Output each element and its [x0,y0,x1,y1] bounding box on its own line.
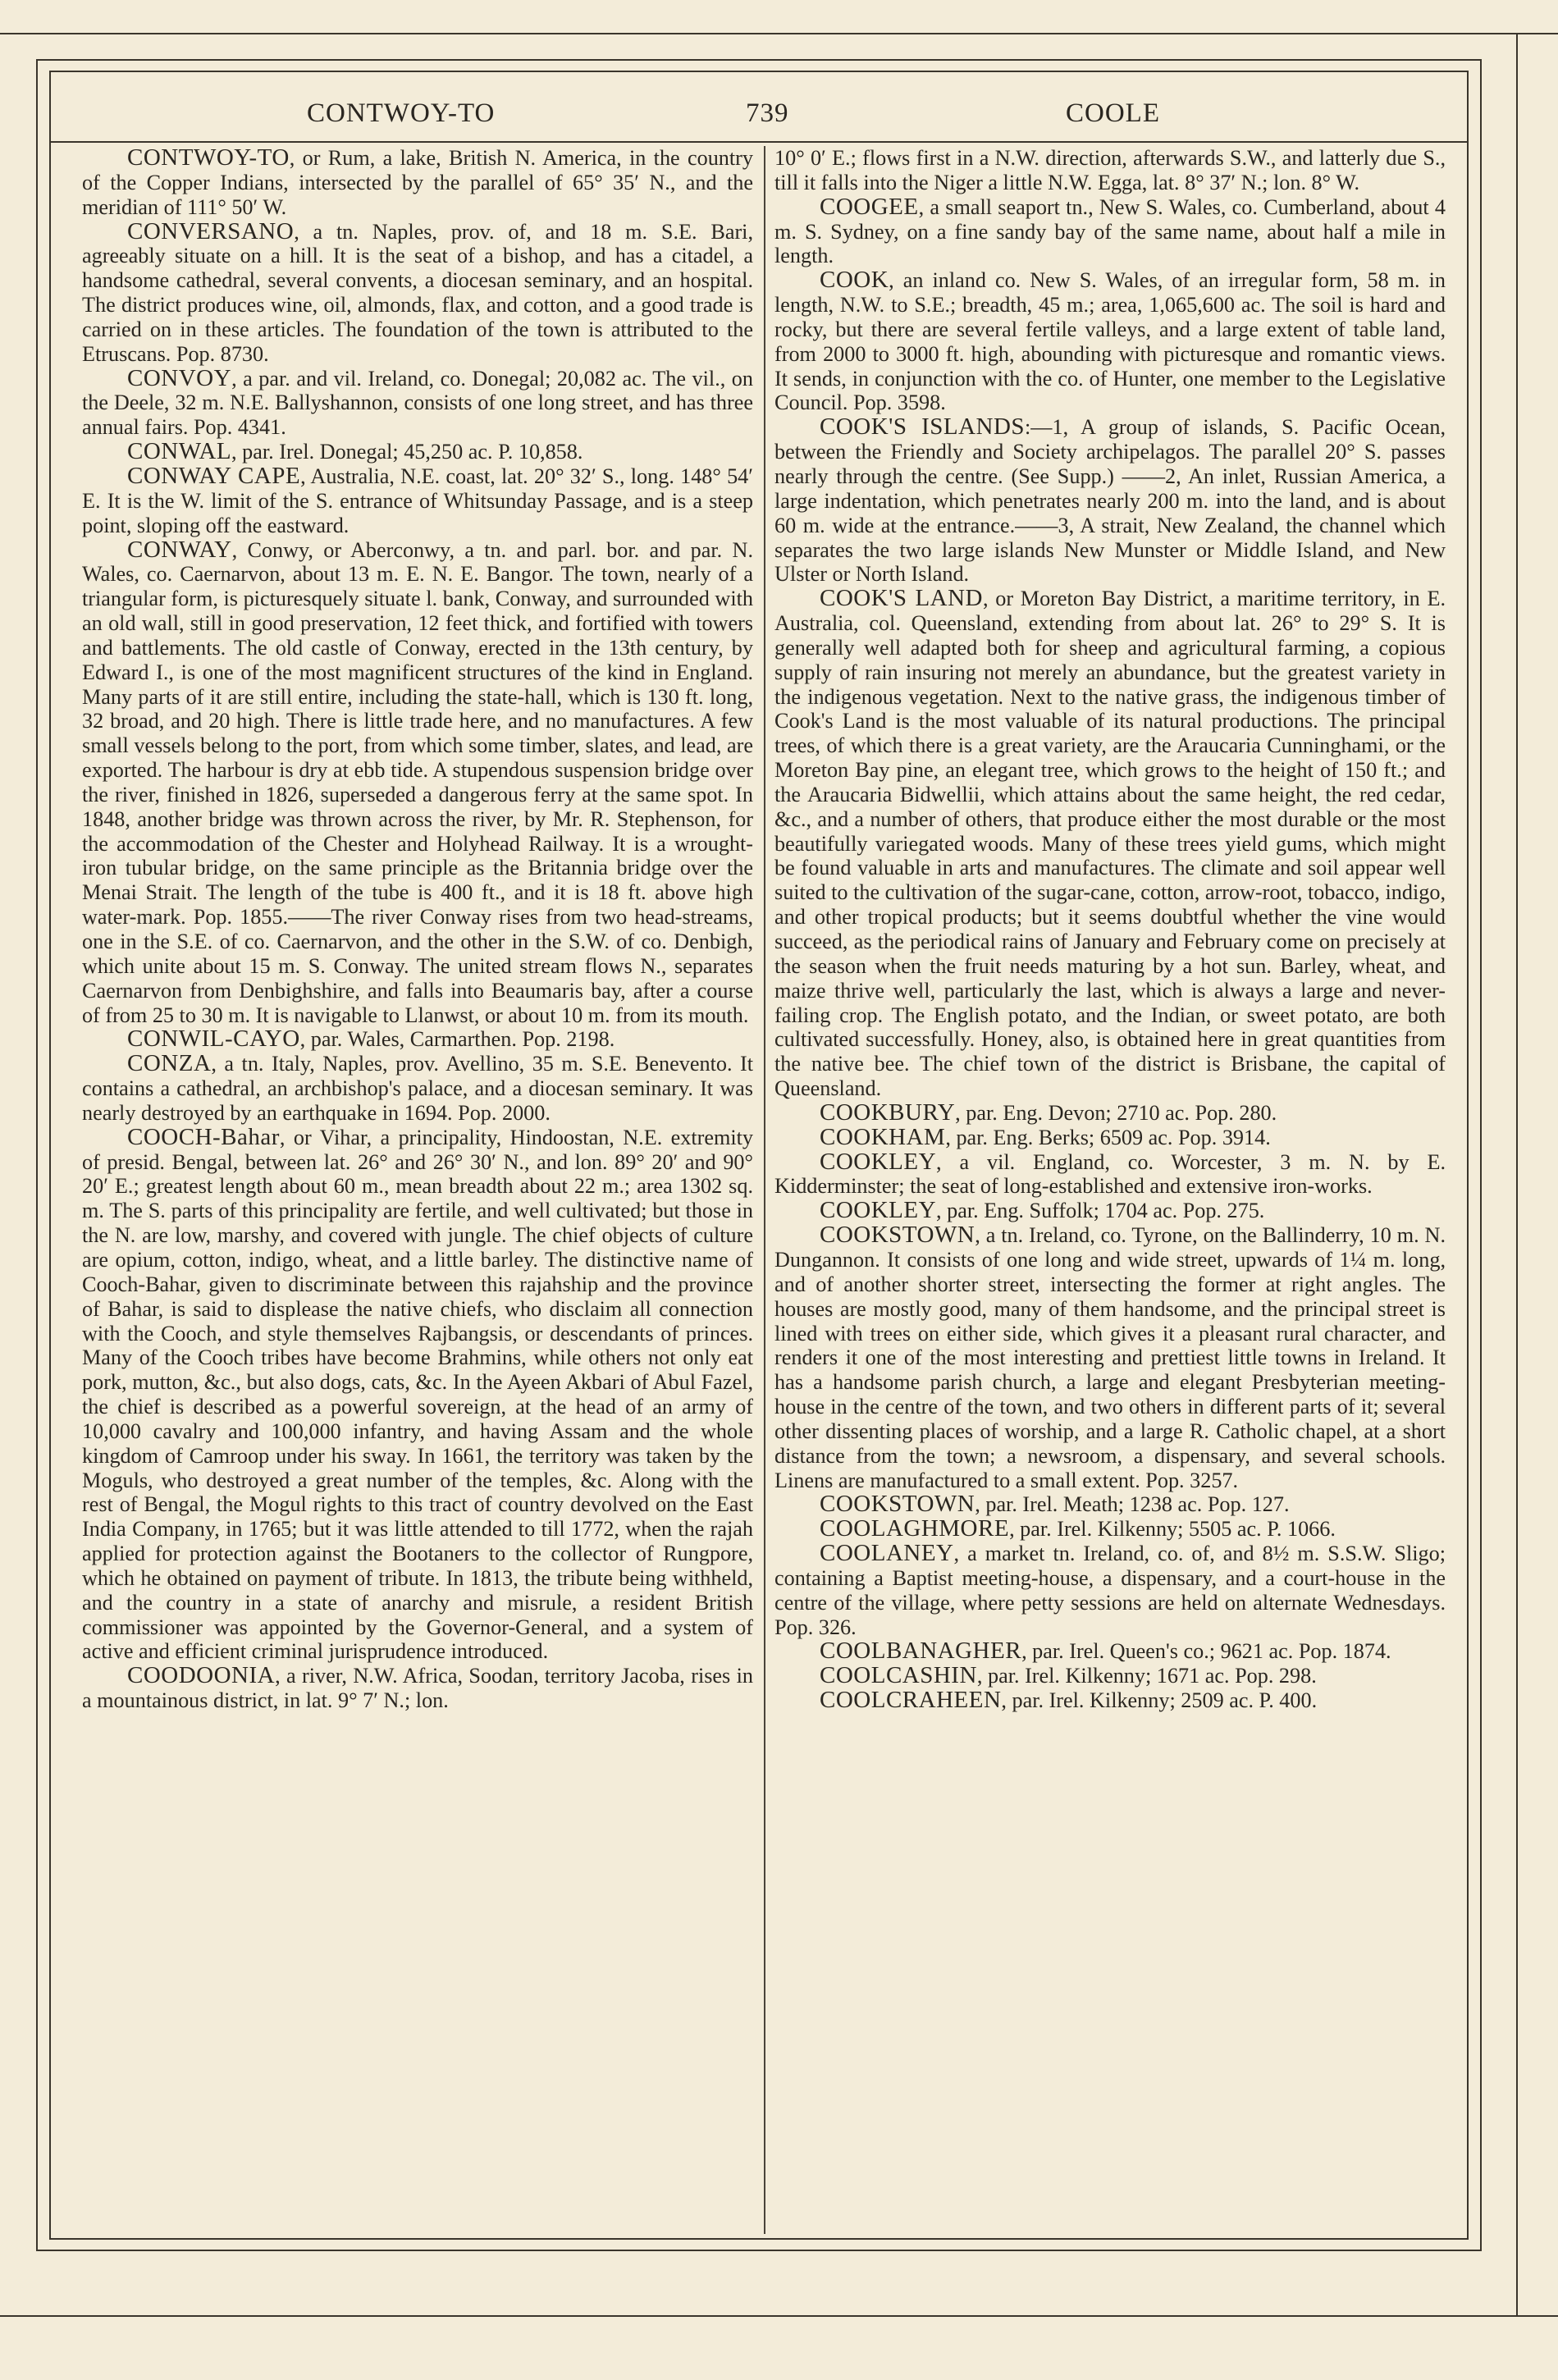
entry-headword: CONVERSANO [127,217,295,244]
entry-body: , par. Eng. Devon; 2710 ac. Pop. 280. [955,1100,1277,1125]
header-rule [49,141,1469,143]
entry-headword: COOCH-Bahar [127,1123,280,1150]
entry-body: , or Moreton Bay District, a maritime territory, in E. Australia, col. Queensland, extending from about lat. 26° to 29° S. It is generally well adapted both for sheep and agricultural farming, a copious supply of rain insuring not merely an abundance, but the greatest variety in the indigenous vegetation. Next to the native grass, the indigenous timber of Cook's Land is the most valuable of its natural productions. The principal trees, of which there is a great variety, are the Araucaria Cunninghami, or the Moreton Bay pine, an elegant tree, which grows to the height of 150 ft.; and the Araucaria Bidwellii, which attains about the same height, the red cedar, &c., and a number of others, that produce either the most durable or the most beautifully variegated woods. Many of these trees yield gums, which might be found valuable in arts and manufactures. The climate and soil appear well suited to the cultivation of the sugar-cane, cotton, arrow-root, tobacco, indigo, and other tropical products; but it seems doubtful whether the vine would succeed, as the periodical rains of January and February come on precisely at the season when the fruit needs maturing by a hot sun. Barley, wheat, and maize thrive well, particularly the last, which is always a large and never-failing crop. The English potato, and the Indian, or sweet potato, are both cultivated successfully. Honey, also, is obtained here in great quantities from the native bee. The chief town of the district is Brisbane, the capital of Queensland. [774,587,1446,1101]
outer-bottom-rule [0,2315,1558,2317]
entry-headword: CONWAY [127,536,232,563]
entry-body: , a vil. England, co. Worcester, 3 m. N. by E. Kidderminster; the seat of long-established and extensive iron-works. [774,1149,1446,1199]
entry-body: , a par. and vil. Ireland, co. Donegal; 20,082 ac. The vil., on the Deele, 32 m. N.E. Ballyshannon, consists of one long street, and has three annual fairs. Pop. 4341. [82,366,753,440]
entry-headword: COOKHAM [820,1123,946,1150]
entry-headword: CONWIL-CAYO [127,1026,300,1053]
outer-top-rule [0,33,1558,34]
entry [774,1101,1446,1126]
entry-headword: COOGEE [820,193,919,220]
entry-body: , par. Irel. Meath; 1238 ac. Pop. 127. [975,1492,1290,1517]
entry-body: , a tn. Italy, Naples, prov. Avellino, 35 m. S.E. Benevento. It contains a cathedral, an archbishop's palace, and a diocesan seminary. It was nearly destroyed by an earthquake in 1694. Pop. 2000. [82,1052,753,1125]
entry [82,217,753,367]
entry [774,1688,1446,1713]
entry-headword: COOK [820,267,889,294]
frame-inner-right-rule [1467,71,1469,2240]
entry [82,1664,753,1713]
entry-body: , par. Irel. Queen's co.; 9621 ac. Pop. 1874. [1021,1639,1391,1664]
header-right-guide-word: COOLE [1066,98,1160,128]
entry-headword: CONZA [127,1050,212,1077]
entry-headword: COOKSTOWN [820,1491,975,1518]
entry-headword: CONWAY CAPE [127,462,301,489]
entry [774,1664,1446,1688]
frame-left-rule [36,59,38,2251]
entry-continuation [774,146,1446,195]
entry-body: :—1, A group of islands, S. Pacific Ocean, between the Friendly and Society archipelagos. The parallel 20° S. passes nearly through the centre. (See Supp.) ——2, An inlet, Russian America, a large indentation, which penetrates nearly 200 m. into the land, and is about 60 m. wide at the entrance.——3, A strait, New Zealand, the channel which separates the two large islands New Munster or Middle Island, and New Ulster or North Island. [774,415,1446,587]
entry-headword: CONTWOY-TO [127,146,290,171]
entry-headword: COOLAGHMORE [820,1515,1010,1542]
header-left-guide-word: CONTWOY-TO [307,98,496,128]
entry [774,268,1446,415]
entry-headword: COOKLEY [820,1148,937,1175]
frame-inner-bottom-rule [49,2238,1469,2240]
entry [774,1639,1446,1664]
page-edge-right [1516,33,1518,2317]
entry [774,1123,1446,1150]
column-divider [764,146,765,2234]
entry-body: , or Vihar, a principality, Hindoostan, N.E. extremity of presid. Bengal, between lat. 26° and 26° 30′ N., and lon. 89° 20′ and 90° 20′ E.; greatest length about 60 m., mean breadth about 22 m.; area 1302 sq. m. The S. parts of this principality are fertile, and well cultivated; but those in the N. are low, marshy, and covered with jungle. The chief objects of culture are opium, cotton, indigo, wheat, and a little barley. The distinctive name of Cooch-Bahar, given to discriminate between this rajahship and the province of Bahar, is said to displease the native chiefs, who disclaim all connection with the Cooch, and style themselves Rajbangsis, or descendants of princes. Many of the Cooch tribes have become Brahmins, while others not only eat pork, mutton, &c., but also dogs, cats, &c. In the Ayeen Akbari of Abul Fazel, the chief is described as a powerful sovereign, at the head of an army of 10,000 cavalry and 100,000 infantry, and having Assam and the whole kingdom of Camroop under his sway. In 1661, the territory was taken by the Moguls, who destroyed a great number of the temples, &c. Along with the rest of Bengal, the Mogul rights to this tract of country devolved on the East India Company, in 1765; but it was little attended to till 1772, when the rajah applied for protection against the Bootaners to the collector of Rungpore, which he obtained on payment of tribute. In 1813, the tribute being withheld, and the country in a state of anarchy and misrule, a resident British commissioner was appointed by the Governor-General, and a system of active and efficient criminal jurisprudence introduced. [82,1125,753,1664]
entry-headword: CONVOY [127,364,232,391]
entry-headword: COOLBANAGHER [820,1638,1022,1665]
entry [774,195,1446,269]
entry [82,440,753,464]
frame-top-rule [36,59,1482,61]
entry-body: , par. Irel. Kilkenny; 5505 ac. P. 1066. [1009,1517,1336,1542]
entry-body: , par. Eng. Suffolk; 1704 ac. Pop. 275. [936,1199,1265,1223]
entry [774,1223,1446,1492]
entry [82,1123,753,1665]
entry-body: , par. Eng. Berks; 6509 ac. Pop. 3914. [945,1125,1271,1149]
entry-headword: COOKSTOWN [820,1222,975,1249]
entry-headword: COOLANEY [820,1540,954,1567]
entry [82,146,753,220]
entry [82,1052,753,1126]
entry-body: , par. Wales, Carmarthen. Pop. 2198. [299,1027,615,1052]
entry-body: , a tn. Ireland, co. Tyrone, on the Ballinderry, 10 m. N. Dungannon. It consists of one long and wide street, upwards of 1¼ m. long, and of another shorter street, intersecting the former at right angles. The houses are mostly good, many of them handsome, and the principal street is lined with trees on either side, which gives it a pleasant rural character, and renders it one of the most interesting and prettiest little towns in Ireland. It has a handsome parish church, a large and elegant Presbyterian meeting-house in the centre of the town, and two others in different parts of it; several other dissenting places of worship, and a large R. Catholic chapel, at a short distance from the town; a newsroom, a dispensary, and several schools. Linens are manufactured to a small extent. Pop. 3257. [774,1223,1446,1492]
frame-right-rule [1480,59,1482,2251]
frame-bottom-rule [36,2250,1482,2251]
entry [82,464,753,538]
entry [774,415,1446,587]
entry-body: , par. Irel. Kilkenny; 2509 ac. P. 400. [1001,1688,1318,1713]
entry-body: , a small seaport tn., New S. Wales, co. Cumberland, about 4 m. S. Sydney, on a fine sandy bay of the same name, about half a mile in length. [774,194,1446,268]
entry-headword: COOKBURY [820,1099,956,1126]
entry [774,587,1446,1101]
right-column [774,146,1446,2230]
left-column [82,146,753,2230]
entry [774,1517,1446,1542]
entry-body: , a market tn. Ireland, co. of, and 8½ m. S.S.W. Sligo; containing a Baptist meeting-house, a dispensary, and a court-house in the centre of the village, where petty sessions are held on alternate Wednesdays. Pop. 326. [774,1542,1446,1639]
entry-body: , Conwy, or Aberconwy, a tn. and parl. bor. and par. N. Wales, co. Caernarvon, about 13 m. E. N. E. Bangor. The town, nearly of a triangular form, is picturesquely situate l. bank, Conway, and surrounded with an old wall, still in good preservation, 12 feet thick, and fortified with towers and battlements. The old castle of Conway, erected in the 13th century, by Edward I., is one of the most magnificent structures of the kind in England. Many parts of it are still entire, including the state-hall, which is 130 ft. long, 32 broad, and 20 high. There is little trade here, and no manufactures. A few small vessels belong to the port, from which some timber, slates, and lead, are exported. The harbour is dry at ebb tide. A stupendous suspension bridge over the river, finished in 1826, superseded a dangerous ferry at the same spot. In 1848, another bridge was thrown across the river, by Mr. R. Stephenson, for the accommodation of the Chester and Holyhead Railway. It is a wrought-iron tubular bridge, on the same principle as the Britannia bridge over the Menai Strait. The length of the tube is 400 ft., and it is 18 ft. above high water-mark. Pop. 1855.——The river Conway rises from two head-streams, one in the S.E. of co. Caernarvon, and the other in the S.W. of co. Denbigh, which unite about 15 m. S. Conway. The united stream flows N., separates Caernarvon from Denbighshire, and falls into Beaumaris bay, after a course of from 25 to 30 m. It is navigable to Llanwst, or about 10 m. from its mouth. [82,537,753,1027]
entry-body: , a tn. Naples, prov. of, and 18 m. S.E. Bari, agreeably situate on a hill. It is the seat of a bishop, and has a citadel, a handsome cathedral, several convents, a diocesan seminary, and an hospital. The district produces wine, oil, almonds, flax, and cotton, and a good trade is carried on in these articles. The foundation of the town is attributed to the Etruscans. Pop. 8730. [82,219,753,366]
entry [774,1542,1446,1639]
entry-body: 10° 0′ E.; flows first in a N.W. direction, afterwards S.W., and latterly due S., till it falls into the Niger a little N.W. Egga, lat. 8° 37′ N.; lon. 8° W. [774,146,1446,194]
entry-headword: COOLCRAHEEN [820,1687,1002,1714]
entry-headword: COOLCASHIN [820,1662,977,1689]
entry-body: , an inland co. New S. Wales, of an irregular form, 58 m. in length, N.W. to S.E.; breadth, 45 m.; area, 1,065,600 ac. The soil is hard and rocky, but there are several fertile valleys, and a large extent of table land, from 2000 to 3000 ft. high, abounding with picturesque and romantic views. It sends, in conjunction with the co. of Hunter, one member to the Legislative Council. Pop. 3598. [774,268,1446,415]
page-number: 739 [746,98,789,128]
frame-inner-left-rule [49,71,51,2240]
entry-body: , par. Irel. Kilkenny; 1671 ac. Pop. 298. [976,1664,1317,1688]
frame-inner-top-rule [49,71,1469,72]
entry-headword: COOK'S ISLANDS [820,413,1026,441]
entry-body: , or Rum, a lake, British N. America, in the country of the Copper Indians, intersected by the parallel of 65° 35′ N., and the meridian of 111° 50′ W. [82,146,753,219]
entry-body: , Australia, N.E. coast, lat. 20° 32′ S., long. 148° 54′ E. It is the W. limit of the S. entrance of Whitsunday Passage, and is a steep point, sloping off the eastward. [82,464,753,537]
entry-body: , a river, N.W. Africa, Soodan, territory Jacoba, rises in a mountainous district, in lat. 9° 7′ N.; lon. [82,1664,753,1713]
entry [774,1150,1446,1199]
entry-body: , par. Irel. Donegal; 45,250 ac. P. 10,858. [231,440,583,464]
entry [82,364,753,441]
running-header [53,92,1465,141]
entry [774,1492,1446,1517]
entry-headword: COOKLEY [820,1197,937,1224]
entry [82,1027,753,1052]
entry [774,1199,1446,1223]
entry [82,538,753,1028]
entry-headword: COODOONIA [127,1662,276,1689]
entry-headword: CONWAL [127,438,232,465]
entry-headword: COOK'S LAND [820,585,983,612]
